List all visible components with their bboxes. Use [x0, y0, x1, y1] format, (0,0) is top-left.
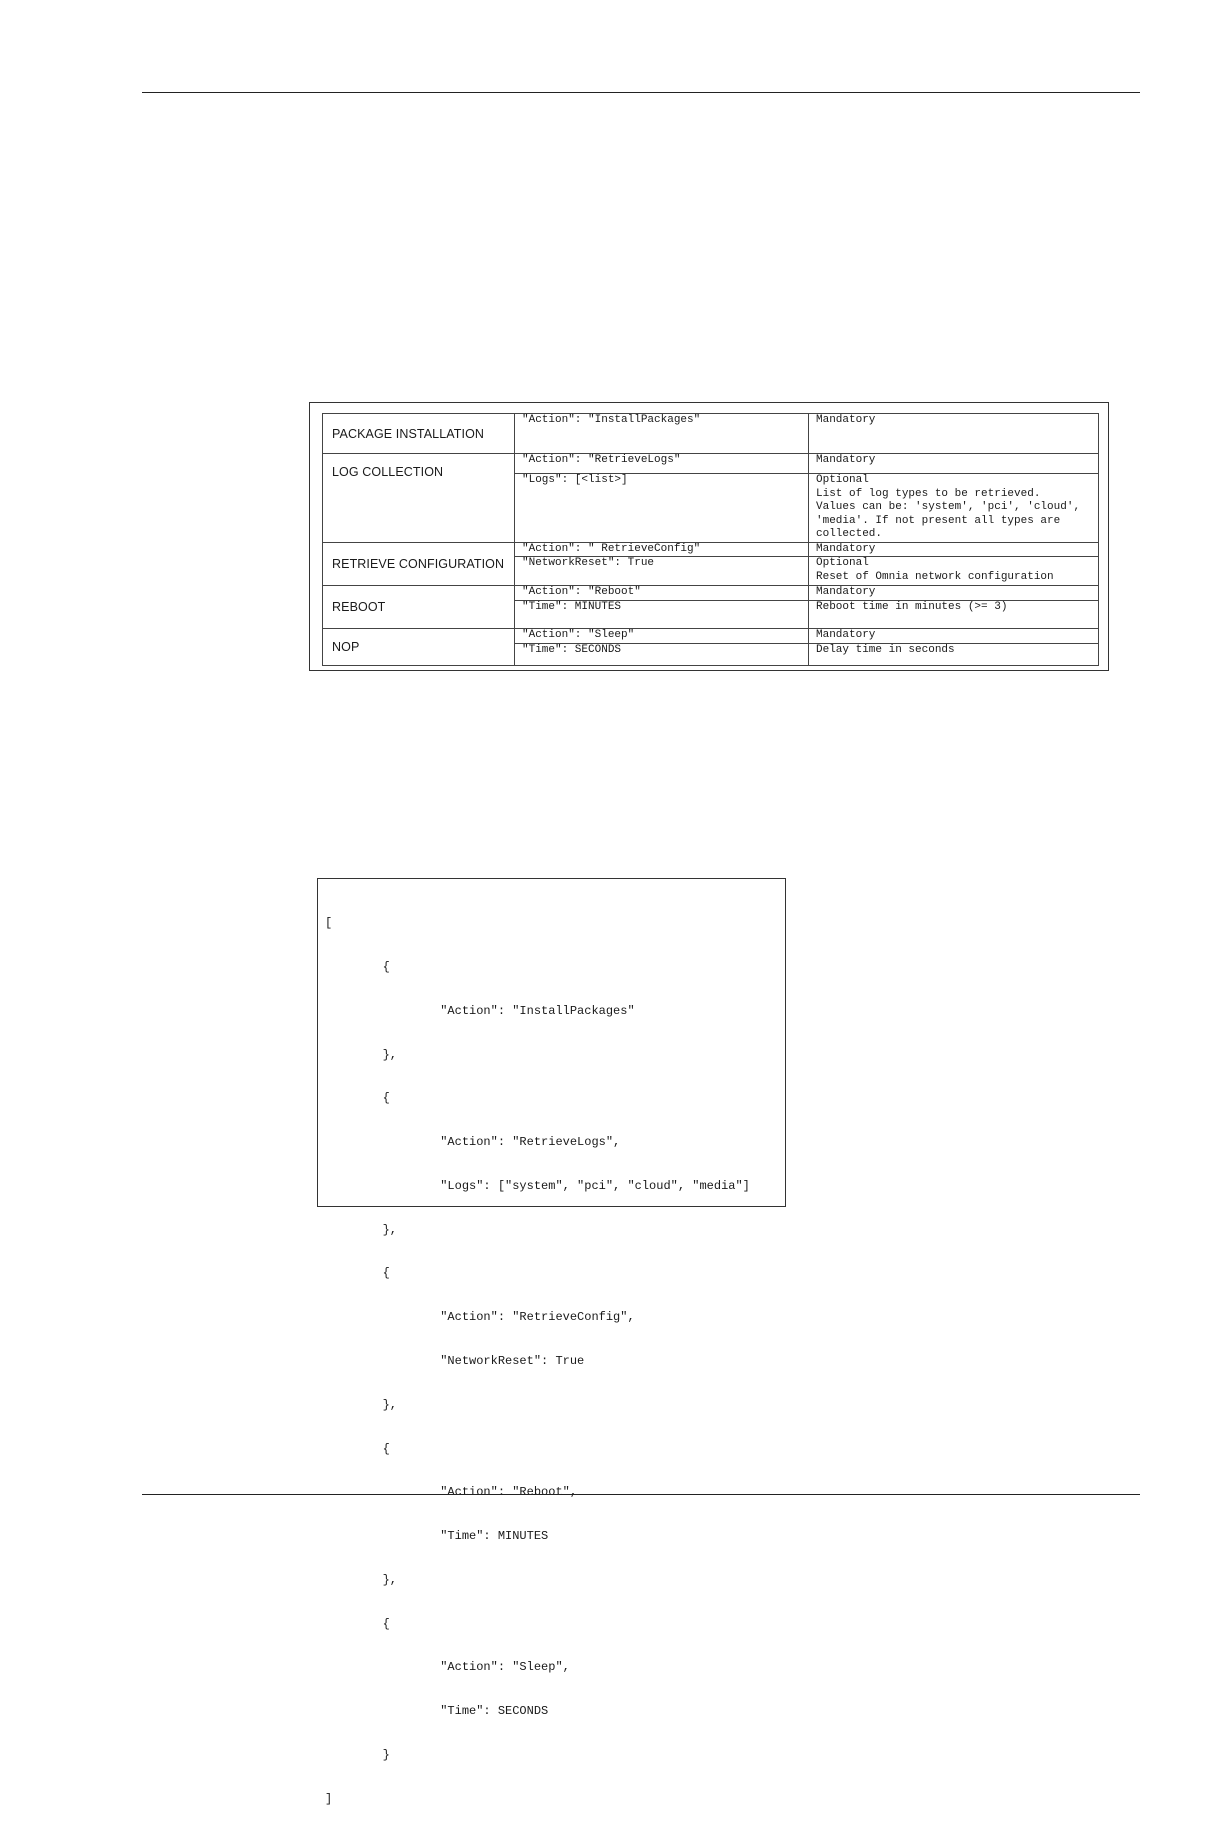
actions-table-figure [309, 402, 1109, 671]
code-line: "Logs": ["system", "pci", "cloud", "media"] [325, 1178, 750, 1193]
param-key: "Logs": [<list>] [515, 474, 809, 543]
param-desc [809, 628, 1099, 643]
desc-line: 'media'. If not present all types are [816, 514, 1061, 527]
param-desc [809, 643, 1099, 665]
param-key: "Action": "InstallPackages" [515, 414, 809, 454]
group-label-log-collection: LOG COLLECTION [323, 454, 515, 543]
desc-line: Values can be: 'system', 'pci', 'cloud', [816, 501, 1081, 513]
code-line: }, [325, 1222, 398, 1237]
desc-line: Optional [816, 557, 869, 569]
table-row [323, 414, 1099, 454]
param-desc [809, 557, 1099, 586]
group-label-retrieve-configuration: RETRIEVE CONFIGURATION [323, 542, 515, 586]
code-line: }, [325, 1397, 398, 1412]
desc-line: List of log types to be retrieved. [816, 487, 1041, 500]
group-label-reboot: REBOOT [323, 586, 515, 629]
code-line: "Action": "RetrieveLogs", [325, 1135, 621, 1150]
code-line: "Time": SECONDS [325, 1704, 549, 1719]
param-desc [809, 474, 1099, 543]
param-key: "Time": MINUTES [515, 600, 809, 628]
desc-line: Reset of Omnia network configuration [816, 570, 1054, 583]
desc-line: Reboot time in minutes (>= 3) [816, 600, 1008, 613]
desc-line: Mandatory [816, 628, 876, 641]
param-desc [809, 586, 1099, 601]
group-label-package-installation: PACKAGE INSTALLATION [323, 414, 515, 454]
param-desc [809, 542, 1099, 557]
code-line: "Action": "Reboot", [325, 1485, 578, 1500]
desc-line: Delay time in seconds [816, 643, 955, 656]
code-line: ] [325, 1791, 333, 1806]
table-row [323, 586, 1099, 601]
code-line: "Action": "RetrieveConfig", [325, 1310, 635, 1325]
param-key: "NetworkReset": True [515, 557, 809, 586]
code-line: } [325, 1748, 390, 1763]
header-rule [142, 92, 1140, 93]
desc-line: Optional [816, 474, 869, 486]
actions-table [322, 413, 1099, 666]
code-line: { [325, 1441, 390, 1456]
code-line: "NetworkReset": True [325, 1354, 585, 1368]
param-desc [809, 454, 1099, 474]
desc-line: Mandatory [816, 542, 876, 555]
param-desc [809, 600, 1099, 628]
table-row [323, 628, 1099, 643]
group-label-nop: NOP [323, 628, 515, 665]
desc-line: Mandatory [816, 414, 876, 426]
code-line: "Time": MINUTES [325, 1529, 549, 1544]
param-key: "Time": SECONDS [515, 643, 809, 665]
param-desc [809, 414, 1099, 454]
json-code-block [325, 887, 750, 1836]
param-key: "Action": "RetrieveLogs" [515, 454, 809, 474]
param-key: "Action": "Sleep" [515, 628, 809, 643]
code-line: { [325, 1616, 390, 1631]
desc-line: Mandatory [816, 454, 876, 466]
code-line: { [325, 1091, 390, 1106]
code-line: { [325, 1266, 390, 1281]
code-line: }, [325, 1572, 398, 1587]
table-row [323, 542, 1099, 557]
json-example-figure [317, 878, 786, 1806]
desc-line: Mandatory [816, 586, 876, 598]
table-row [323, 454, 1099, 474]
param-key: "Action": " RetrieveConfig" [515, 542, 809, 557]
param-key: "Action": "Reboot" [515, 586, 809, 601]
footer-rule [142, 1494, 1140, 1495]
code-line: "Action": "InstallPackages" [325, 1003, 635, 1018]
code-line: { [325, 959, 390, 974]
code-line: }, [325, 1047, 398, 1062]
code-line: "Action": "Sleep", [325, 1660, 570, 1675]
desc-line: collected. [816, 528, 883, 540]
code-line: [ [325, 916, 333, 931]
